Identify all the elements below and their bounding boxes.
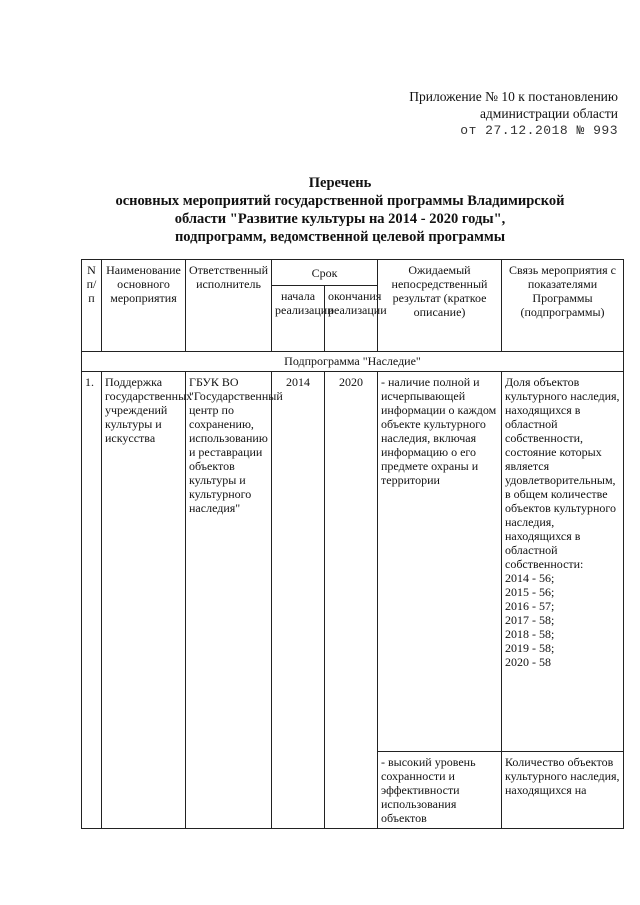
- measures-table: [81, 259, 624, 829]
- header-end: окончания реализации: [325, 286, 378, 352]
- title-line-1: Перечень: [308, 175, 372, 191]
- row-result-2: - высокий уровень сохранности и эффективности использования объектов: [378, 752, 502, 829]
- title-line-2: основных мероприятий государственной программы Владимирской: [115, 193, 565, 209]
- header-term: Срок: [272, 260, 378, 286]
- row-name: Поддержка государственных учреждений культуры и искусства: [102, 372, 186, 829]
- row-link-2: Количество объектов культурного наследия, находящихся на: [502, 752, 624, 829]
- header-start: начала реализации: [272, 286, 325, 352]
- appendix-date: от 27.12.2018 № 993: [460, 123, 618, 138]
- appendix-block: [409, 88, 618, 139]
- row-link-1: [502, 372, 624, 752]
- header-num: N п/п: [82, 260, 102, 352]
- appendix-line-1: Приложение № 10 к постановлению: [409, 89, 618, 104]
- header-link: Связь мероприятия с показателями Программы (подпрограммы): [502, 260, 624, 352]
- link-value-2017: 2017 - 58;: [505, 613, 555, 627]
- link-value-2018: 2018 - 58;: [505, 627, 555, 641]
- row-link-1-intro: Доля объектов культурного наследия, находящихся в областной собственности, состояние которых является удовлетворительным, в общем количестве объектов культурного наследия, находящихся в областной собственности:: [505, 375, 620, 571]
- row-end: 2020: [325, 372, 378, 829]
- link-value-2016: 2016 - 57;: [505, 599, 555, 613]
- row-responsible: ГБУК ВО "Государственный центр по сохранению, использованию и реставрации объектов культуры и культурного наследия": [186, 372, 272, 829]
- title-line-4: подпрограмм, ведомственной целевой программы: [174, 229, 506, 245]
- row-start: 2014: [272, 372, 325, 829]
- link-value-2019: 2019 - 58;: [505, 641, 555, 655]
- link-value-2020: 2020 - 58: [505, 655, 551, 669]
- header-responsible: Ответственный исполнитель: [186, 260, 272, 352]
- link-value-2014: 2014 - 56;: [505, 571, 555, 585]
- table-row: [82, 372, 624, 752]
- subprogram-heading: Подпрограмма "Наследие": [82, 352, 624, 372]
- title-line-3: области "Развитие культуры на 2014 - 2020 годы",: [174, 211, 506, 227]
- link-value-2015: 2015 - 56;: [505, 585, 555, 599]
- document-title: [80, 174, 600, 246]
- header-result: Ожидаемый непосредственный результат (краткое описание): [378, 260, 502, 352]
- appendix-line-2: администрации области: [479, 106, 618, 121]
- row-result-1: - наличие полной и исчерпывающей информации о каждом объекте культурного наследия, включая информацию о его предмете охраны и территории: [378, 372, 502, 752]
- header-name: Наименование основного мероприятия: [102, 260, 186, 352]
- row-num: 1.: [82, 372, 102, 829]
